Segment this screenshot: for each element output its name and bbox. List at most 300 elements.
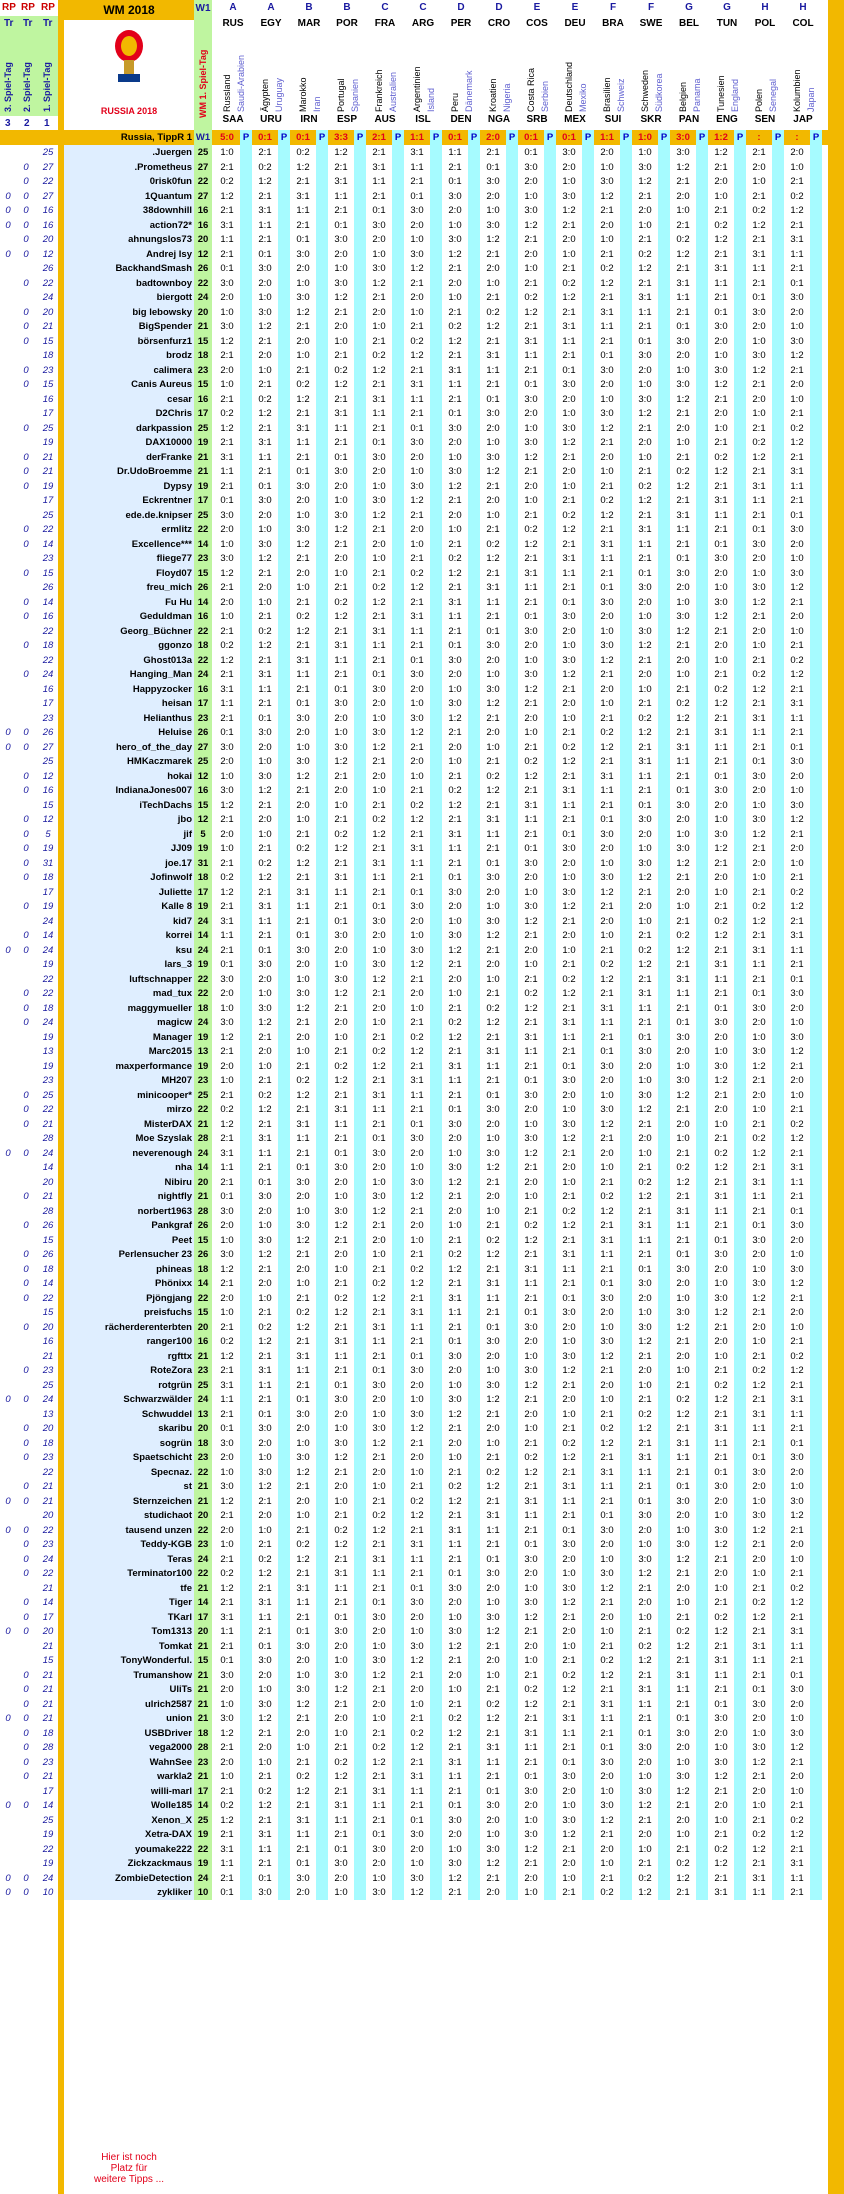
player-name[interactable]: Jofinwolf — [64, 870, 194, 885]
player-name[interactable]: Wolle185 — [64, 1798, 194, 1813]
player-name[interactable]: joe.17 — [64, 856, 194, 871]
points-stripe — [468, 508, 480, 523]
tip-cell: 2:0 — [714, 1104, 728, 1115]
player-name[interactable]: HMKaczmarek — [64, 754, 194, 769]
tip-cell: 2:1 — [258, 335, 272, 347]
player-name[interactable]: Pankgraf — [64, 1218, 194, 1233]
rank-points-3: 22 — [42, 654, 54, 666]
player-name[interactable]: rächerderenterbten — [64, 1320, 194, 1335]
player-name[interactable]: ksu — [64, 943, 194, 958]
tip-cell: 3:0 — [676, 147, 690, 158]
points-stripe — [658, 1204, 670, 1219]
player-score: 19 — [194, 1827, 212, 1842]
points-stripe — [354, 943, 366, 958]
rank-points-1 — [0, 1378, 16, 1393]
player-name[interactable]: nightfly — [64, 1189, 194, 1204]
rank-points-3: 19 — [42, 843, 54, 854]
player-name[interactable]: MisterDAX — [64, 1117, 194, 1132]
points-stripe — [278, 725, 290, 740]
points-stripe — [506, 1508, 518, 1523]
player-name[interactable]: jif — [64, 827, 194, 842]
player-score: 17 — [194, 696, 212, 711]
tip-cell: 1:2 — [562, 1133, 576, 1144]
player-name[interactable]: Xetra-DAX — [64, 1827, 194, 1842]
player-name[interactable]: ermlitz — [64, 522, 194, 537]
points-stripe — [430, 305, 442, 320]
player-name[interactable]: badtownboy — [64, 276, 194, 291]
points-stripe — [354, 972, 366, 987]
tip-cell: 3:1 — [562, 1017, 576, 1028]
player-name[interactable]: Helianthus — [64, 711, 194, 726]
points-stripe — [582, 1581, 594, 1596]
points-stripe — [278, 1523, 290, 1538]
tip-cell: 1:2 — [410, 1510, 424, 1521]
points-stripe — [354, 870, 366, 885]
tip-cell: 1:2 — [714, 1626, 728, 1637]
player-name[interactable]: DAX10000 — [64, 435, 194, 450]
player-name[interactable]: lars_3 — [64, 957, 194, 972]
table-row — [0, 827, 844, 842]
points-stripe — [430, 624, 442, 639]
player-name[interactable]: ggonzo — [64, 638, 194, 653]
player-score: 18 — [194, 870, 212, 885]
tip-cell: 2:1 — [752, 466, 766, 477]
points-stripe — [240, 1450, 252, 1465]
table-row — [0, 1494, 844, 1509]
tip-cell: 1:1 — [790, 1176, 804, 1188]
player-name[interactable]: tfe — [64, 1581, 194, 1596]
tip-cell: 2:1 — [752, 930, 766, 941]
points-stripe — [316, 899, 328, 914]
tip-cell: 1:0 — [676, 1756, 690, 1768]
tip-cell: 2:0 — [600, 611, 614, 622]
points-stripe — [810, 247, 822, 262]
tip-cell: 2:1 — [752, 1162, 766, 1173]
points-stripe — [772, 1204, 784, 1219]
player-name[interactable]: norbert1963 — [64, 1204, 194, 1219]
rank-points-1 — [0, 595, 16, 610]
player-name[interactable]: Pjöngjang — [64, 1291, 194, 1306]
tip-cell: 2:1 — [220, 1510, 234, 1521]
points-stripe — [240, 986, 252, 1001]
points-stripe — [810, 1392, 822, 1407]
points-stripe — [544, 1610, 556, 1625]
points-stripe — [392, 1436, 404, 1451]
player-name[interactable]: Marc2015 — [64, 1044, 194, 1059]
player-name[interactable]: .Juergen — [64, 145, 194, 160]
tip-cell: 2:0 — [562, 234, 576, 245]
points-stripe — [354, 1349, 366, 1364]
player-name[interactable]: korrei — [64, 928, 194, 943]
player-name[interactable]: Andrej Isy — [64, 247, 194, 262]
rank-points-3: 21 — [42, 1698, 54, 1710]
player-name[interactable]: Trumanshow — [64, 1668, 194, 1683]
points-stripe — [392, 595, 404, 610]
player-name[interactable]: Phönixx — [64, 1276, 194, 1291]
rank-points-3: 21 — [42, 451, 54, 463]
player-name[interactable]: Ghost013a — [64, 653, 194, 668]
tip-cell: 1:1 — [486, 1756, 500, 1768]
rank-points-2: 0 — [23, 988, 29, 999]
points-stripe — [620, 508, 632, 523]
player-name[interactable]: Xenon_X — [64, 1813, 194, 1828]
tip-cell: 3:0 — [258, 1002, 272, 1014]
tip-cell: 1:2 — [334, 524, 348, 535]
points-stripe — [734, 783, 746, 798]
points-stripe — [772, 798, 784, 813]
player-name[interactable]: nha — [64, 1160, 194, 1175]
points-stripe — [734, 638, 746, 653]
tip-cell: 2:1 — [410, 321, 424, 332]
points-stripe — [468, 769, 480, 784]
home-team-name: Ägypten — [260, 78, 270, 112]
player-name[interactable]: maggymueller — [64, 1001, 194, 1016]
points-stripe — [430, 1871, 442, 1886]
player-name[interactable]: jbo — [64, 812, 194, 827]
player-name[interactable]: Tomkat — [64, 1639, 194, 1654]
tip-cell: 2:1 — [600, 1495, 614, 1507]
footer-line-2: Platz für — [110, 2163, 148, 2174]
tip-cell: 0:2 — [714, 683, 728, 695]
player-name[interactable]: skaribu — [64, 1421, 194, 1436]
player-name[interactable]: Tom1313 — [64, 1624, 194, 1639]
tip-cell: 2:1 — [790, 451, 804, 463]
points-stripe — [430, 203, 442, 218]
points-stripe — [278, 1842, 290, 1857]
tip-cell: 0:2 — [752, 205, 766, 216]
table-row — [0, 392, 844, 407]
points-stripe — [658, 725, 670, 740]
tip-cell: 3:0 — [486, 1800, 500, 1811]
player-name[interactable]: vega2000 — [64, 1740, 194, 1755]
tip-cell: 2:1 — [600, 567, 614, 579]
points-stripe — [810, 305, 822, 320]
player-name[interactable]: Juliette — [64, 885, 194, 900]
points-stripe — [316, 1001, 328, 1016]
tip-cell: 1:2 — [258, 408, 272, 419]
player-name[interactable]: Manager — [64, 1030, 194, 1045]
table-row — [0, 1001, 844, 1016]
player-name[interactable]: JJ09 — [64, 841, 194, 856]
tip-cell: 3:0 — [600, 1336, 614, 1347]
player-name[interactable]: action72* — [64, 218, 194, 233]
player-name[interactable]: ranger100 — [64, 1334, 194, 1349]
points-stripe — [278, 1668, 290, 1683]
tip-cell: 0:1 — [752, 292, 766, 303]
player-name[interactable]: Tiger — [64, 1595, 194, 1610]
points-stripe — [430, 218, 442, 233]
points-stripe — [278, 1233, 290, 1248]
tip-cell: 3:1 — [790, 1394, 804, 1405]
points-stripe — [696, 174, 708, 189]
points-stripe — [544, 348, 556, 363]
tip-cell: 0:1 — [714, 306, 728, 318]
player-name[interactable]: kid7 — [64, 914, 194, 929]
player-name[interactable]: BackhandSmash — [64, 261, 194, 276]
player-name[interactable]: Excellence*** — [64, 537, 194, 552]
player-name[interactable]: phineas — [64, 1262, 194, 1277]
player-name[interactable]: Sternzeichen — [64, 1494, 194, 1509]
tip-cell: 2:1 — [562, 1002, 576, 1014]
points-stripe — [430, 986, 442, 1001]
points-stripe — [734, 943, 746, 958]
tip-cell: 2:1 — [220, 205, 234, 216]
player-name[interactable]: biergott — [64, 290, 194, 305]
points-stripe — [278, 566, 290, 581]
player-name[interactable]: Schwarzwälder — [64, 1392, 194, 1407]
tip-cell: 0:2 — [600, 1887, 614, 1898]
player-name[interactable]: 0risk0fun — [64, 174, 194, 189]
tip-cell: 1:0 — [714, 1582, 728, 1594]
player-name[interactable]: MH207 — [64, 1073, 194, 1088]
rank-points-1 — [0, 522, 16, 537]
player-name[interactable]: studichaot — [64, 1508, 194, 1523]
points-stripe — [506, 276, 518, 291]
tip-cell: 1:0 — [524, 886, 538, 898]
tip-cell: 2:1 — [790, 1292, 804, 1304]
points-stripe — [354, 247, 366, 262]
tip-cell: 1:2 — [676, 1872, 690, 1884]
player-name[interactable]: Dypsy — [64, 479, 194, 494]
player-name[interactable]: Teddy-KGB — [64, 1537, 194, 1552]
player-name[interactable]: TKarl — [64, 1610, 194, 1625]
player-name[interactable]: freu_mich — [64, 580, 194, 595]
points-stripe — [430, 928, 442, 943]
points-stripe — [620, 522, 632, 537]
player-name[interactable]: Hanging_Man — [64, 667, 194, 682]
points-stripe — [240, 1769, 252, 1784]
player-name[interactable]: Terminator100 — [64, 1566, 194, 1581]
rank-points-3: 24 — [42, 1394, 54, 1405]
tip-cell: 0:1 — [752, 988, 766, 999]
player-name[interactable]: ZombieDetection — [64, 1871, 194, 1886]
tip-cell: 1:2 — [258, 1336, 272, 1347]
points-stripe — [240, 769, 252, 784]
player-name[interactable]: Eckrentner — [64, 493, 194, 508]
points-stripe — [620, 1856, 632, 1871]
points-stripe — [772, 754, 784, 769]
player-name[interactable]: rgfttx — [64, 1349, 194, 1364]
points-label: P — [432, 132, 440, 143]
player-name[interactable]: Geduldman — [64, 609, 194, 624]
player-name[interactable]: D2Chris — [64, 406, 194, 421]
player-name[interactable]: zykliker — [64, 1885, 194, 1900]
tip-cell: 0:1 — [638, 1263, 652, 1275]
away-team-code: ENG — [716, 114, 738, 125]
points-stripe — [544, 1494, 556, 1509]
tip-cell: 0:2 — [790, 654, 804, 666]
table-row — [0, 928, 844, 943]
player-name[interactable]: mirzo — [64, 1102, 194, 1117]
player-name[interactable]: Zickzackmaus — [64, 1856, 194, 1871]
points-stripe — [734, 928, 746, 943]
player-name[interactable]: 1Quantum — [64, 189, 194, 204]
points-stripe — [544, 174, 556, 189]
tip-cell: 2:0 — [790, 1234, 804, 1246]
player-name[interactable]: ulrich2587 — [64, 1697, 194, 1712]
player-name[interactable]: Moe Szyslak — [64, 1131, 194, 1146]
points-stripe — [810, 943, 822, 958]
player-name[interactable]: Nibiru — [64, 1175, 194, 1190]
points-stripe — [696, 638, 708, 653]
tip-cell: 1:2 — [258, 1249, 272, 1260]
tip-cell: 2:0 — [562, 1089, 576, 1101]
rank-points-1 — [0, 276, 16, 291]
player-name[interactable]: USBDriver — [64, 1726, 194, 1741]
player-name[interactable]: fliege77 — [64, 551, 194, 566]
points-stripe — [810, 377, 822, 392]
player-name[interactable]: 38downhill — [64, 203, 194, 218]
player-name[interactable]: union — [64, 1711, 194, 1726]
table-row — [0, 841, 844, 856]
points-stripe — [354, 1407, 366, 1422]
points-stripe — [582, 1334, 594, 1349]
tip-cell: 3:0 — [258, 263, 272, 274]
player-name[interactable]: Floyd07 — [64, 566, 194, 581]
points-stripe — [240, 1088, 252, 1103]
tip-cell: 2:1 — [220, 1321, 234, 1333]
points-stripe — [354, 1131, 366, 1146]
rank-points-1: 0 — [5, 741, 11, 753]
player-name[interactable]: TonyWonderful. — [64, 1653, 194, 1668]
tip-cell: 1:2 — [258, 321, 272, 332]
points-stripe — [354, 1523, 366, 1538]
player-name[interactable]: Perlensucher 23 — [64, 1247, 194, 1262]
points-stripe — [506, 508, 518, 523]
player-score: 15 — [194, 377, 212, 392]
points-stripe — [544, 1552, 556, 1567]
points-stripe — [392, 1320, 404, 1335]
player-name[interactable]: Spaetschicht — [64, 1450, 194, 1465]
tip-cell: 1:0 — [524, 1350, 538, 1362]
player-name[interactable]: preisfuchs — [64, 1305, 194, 1320]
player-name[interactable]: WahnSee — [64, 1755, 194, 1770]
rank-points-1 — [0, 1479, 16, 1494]
tip-cell: 2:1 — [714, 393, 728, 405]
player-name[interactable]: rotgrün — [64, 1378, 194, 1393]
tip-cell: 1:1 — [448, 379, 462, 390]
points-stripe — [468, 725, 480, 740]
player-name[interactable]: maxperformance — [64, 1059, 194, 1074]
tip-cell: 3:1 — [296, 1582, 310, 1594]
player-name[interactable]: ahnungslos73 — [64, 232, 194, 247]
tip-cell: 1:0 — [258, 828, 272, 840]
player-name[interactable]: mad_tux — [64, 986, 194, 1001]
player-name[interactable]: IndianaJones007 — [64, 783, 194, 798]
tip-cell: 3:0 — [752, 1742, 766, 1753]
player-name[interactable]: willi-marl — [64, 1784, 194, 1799]
tip-cell: 1:1 — [258, 683, 272, 695]
tip-cell: 2:1 — [600, 988, 614, 999]
rank-points-2: 0 — [23, 872, 29, 883]
player-name[interactable]: calimera — [64, 363, 194, 378]
tip-cell: 3:0 — [296, 1452, 310, 1463]
tip-cell: 2:1 — [372, 1118, 386, 1130]
rank-points-3: 22 — [42, 277, 54, 289]
tip-cell: 3:1 — [258, 1365, 272, 1376]
player-name[interactable]: luftschnapper — [64, 972, 194, 987]
tip-cell: 1:0 — [752, 1263, 766, 1275]
tip-cell: 1:2 — [410, 1278, 424, 1289]
tip-cell: 2:1 — [486, 524, 500, 535]
player-name[interactable]: Canis Aureus — [64, 377, 194, 392]
player-name[interactable]: darkpassion — [64, 421, 194, 436]
player-name[interactable]: Teras — [64, 1552, 194, 1567]
points-stripe — [392, 1769, 404, 1784]
tip-cell: 0:1 — [334, 1843, 348, 1855]
player-name[interactable]: börsenfurz1 — [64, 334, 194, 349]
player-name[interactable]: derFranke — [64, 450, 194, 465]
tip-cell: 2:0 — [638, 1133, 652, 1144]
player-name[interactable]: Kalle 8 — [64, 899, 194, 914]
player-name[interactable]: minicooper* — [64, 1088, 194, 1103]
player-name[interactable]: UliTs — [64, 1682, 194, 1697]
player-name[interactable]: hero_of_the_day — [64, 740, 194, 755]
player-name[interactable]: ede.de.knipser — [64, 508, 194, 523]
tip-cell: 3:0 — [600, 1060, 614, 1072]
points-stripe — [392, 189, 404, 204]
tip-cell: 2:0 — [448, 277, 462, 289]
points-stripe — [772, 1015, 784, 1030]
points-stripe — [544, 1508, 556, 1523]
tip-cell: 2:1 — [486, 944, 500, 956]
player-name[interactable]: Heluise — [64, 725, 194, 740]
player-name[interactable]: sogrün — [64, 1436, 194, 1451]
tip-cell: 0:2 — [486, 1234, 500, 1246]
points-stripe — [316, 1102, 328, 1117]
tip-cell: 2:0 — [562, 1162, 576, 1173]
player-name[interactable]: cesar — [64, 392, 194, 407]
rank-points-3: 19 — [42, 1060, 54, 1072]
player-name[interactable]: Specnaz. — [64, 1465, 194, 1480]
tip-cell: 0:2 — [638, 1176, 652, 1188]
player-name[interactable]: Dr.UdoBroemme — [64, 464, 194, 479]
player-name[interactable]: hokai — [64, 769, 194, 784]
tip-cell: 2:1 — [638, 277, 652, 289]
player-score: 26 — [194, 1247, 212, 1262]
points-stripe — [392, 1508, 404, 1523]
player-name[interactable]: warkla2 — [64, 1769, 194, 1784]
tip-cell: 2:1 — [296, 1060, 310, 1072]
player-name[interactable]: Peet — [64, 1233, 194, 1248]
player-name[interactable]: neverenough — [64, 1146, 194, 1161]
tip-cell: 1:0 — [714, 1046, 728, 1057]
player-name[interactable]: st — [64, 1479, 194, 1494]
points-stripe — [354, 1305, 366, 1320]
player-name[interactable]: tausend unzen — [64, 1523, 194, 1538]
points-stripe — [278, 798, 290, 813]
rank-points-2: 0 — [23, 1524, 29, 1536]
table-row — [0, 1059, 844, 1074]
player-name[interactable]: .Prometheus — [64, 160, 194, 175]
player-name[interactable]: heisan — [64, 696, 194, 711]
player-name[interactable]: big lebowsky — [64, 305, 194, 320]
tip-cell: 2:1 — [790, 1060, 804, 1072]
player-name[interactable]: brodz — [64, 348, 194, 363]
player-name[interactable]: Fu Hu — [64, 595, 194, 610]
player-name[interactable]: Georg_Büchner — [64, 624, 194, 639]
player-name[interactable]: Happyzocker — [64, 682, 194, 697]
player-name[interactable]: Schwuddel — [64, 1407, 194, 1422]
tip-cell: 2:1 — [334, 770, 348, 782]
player-name[interactable]: magicw — [64, 1015, 194, 1030]
player-name[interactable]: BigSpender — [64, 319, 194, 334]
table-row — [0, 1639, 844, 1654]
player-name[interactable]: youmake222 — [64, 1842, 194, 1857]
player-name[interactable]: RoteZora — [64, 1363, 194, 1378]
player-name[interactable]: iTechDachs — [64, 798, 194, 813]
tip-cell: 0:2 — [676, 930, 690, 941]
